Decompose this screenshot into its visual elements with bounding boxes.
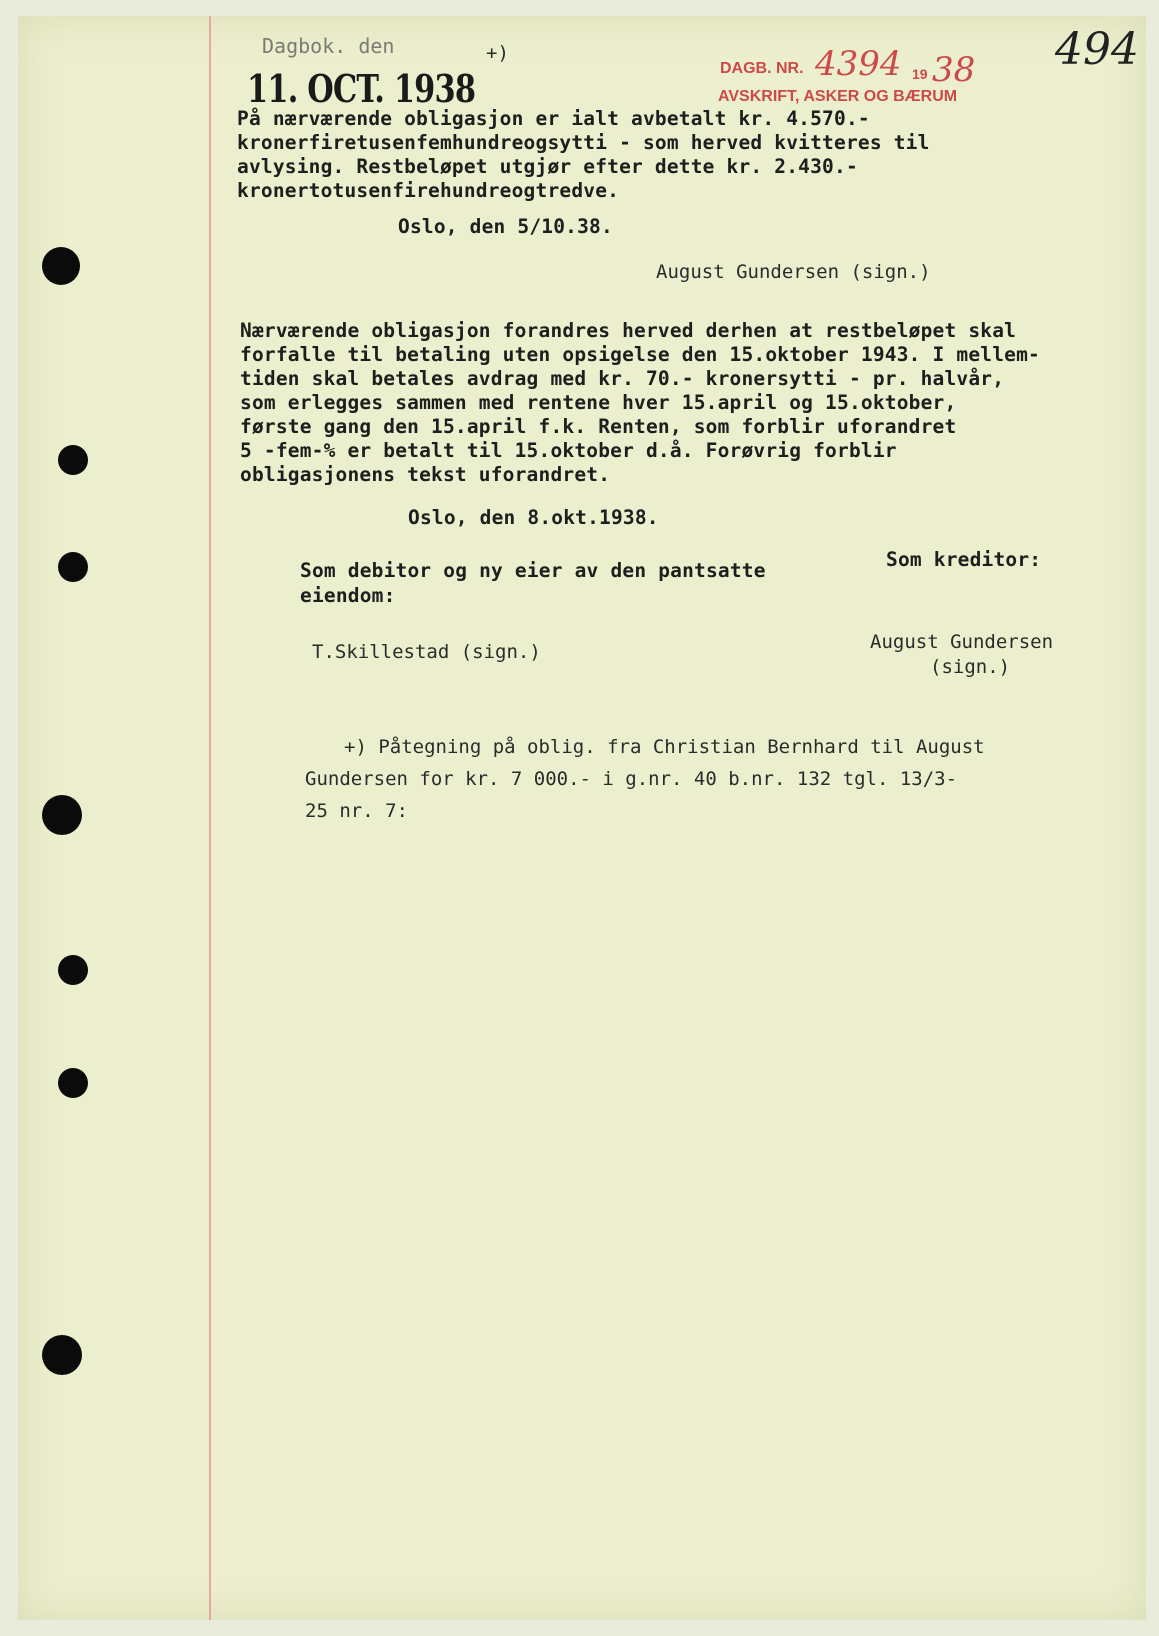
debitor-signature: T.Skillestad (sign.) (312, 641, 541, 663)
debitor-label: eiendom: (300, 584, 396, 607)
footnote-line: Gundersen for kr. 7 000.- i g.nr. 40 b.nr. 132 tgl. 13/3- (305, 768, 958, 790)
avskrift-stamp: AVSKRIFT, ASKER OG BÆRUM (718, 88, 958, 105)
place-date-1: Oslo, den 5/10.38. (398, 215, 613, 238)
paragraph-1-line: kronerfiretusenfemhundreogsytti - som herved kvitteres til (237, 131, 930, 154)
paragraph-2-line: tiden skal betales avdrag med kr. 70.- kronersytti - pr. halvår, (240, 367, 1005, 390)
paragraph-2-line: første gang den 15.april f.k. Renten, som forblir uforandret (240, 415, 957, 438)
footnote-line: 25 nr. 7: (305, 800, 408, 822)
plus-mark: +) (486, 42, 509, 64)
received-date-stamp: 11. OCT. 1938 (247, 66, 476, 111)
debitor-label: Som debitor og ny eier av den pantsatte (300, 559, 766, 582)
paragraph-2-line: forfalle til betaling uten opsigelse den 15.oktober 1943. I mellem- (240, 343, 1040, 366)
footnote-line: +) Påtegning på oblig. fra Christian Bernhard til August (344, 736, 985, 758)
paragraph-2-line: 5 -fem-% er betalt til 15.oktober d.å. Forøvrig forblir (240, 439, 897, 462)
punch-hole (58, 552, 88, 582)
kreditor-signature: August Gundersen (870, 631, 1054, 653)
dagb-number: 4394 (815, 44, 902, 84)
dagbok-label: Dagbok. den (262, 34, 395, 58)
punch-hole (42, 247, 80, 285)
document-page (18, 16, 1146, 1620)
punch-hole (58, 445, 88, 475)
place-date-2: Oslo, den 8.okt.1938. (408, 506, 659, 529)
dagb-year-prefix: 19 (912, 66, 928, 82)
punch-hole (42, 795, 82, 835)
kreditor-label: Som kreditor: (886, 548, 1042, 571)
punch-hole (58, 955, 88, 985)
paragraph-2-line: obligasjonens tekst uforandret. (240, 463, 611, 486)
signature-1: August Gundersen (sign.) (656, 261, 931, 283)
paragraph-1-line: avlysing. Restbeløpet utgjør efter dette kr. 2.430.- (237, 155, 858, 178)
page-number: 494 (1055, 24, 1139, 75)
paragraph-2-line: Nærværende obligasjon forandres herved derhen at restbeløpet skal (240, 319, 1017, 342)
paragraph-1-line: kronertotusenfirehundreogtredve. (237, 179, 620, 202)
dagb-year: 38 (932, 50, 976, 90)
paragraph-1-line: På nærværende obligasjon er ialt avbetalt kr. 4.570.- (237, 107, 870, 130)
dagb-label: DAGB. NR. (720, 60, 804, 77)
kreditor-signature: (sign.) (930, 656, 1011, 678)
paragraph-2-line: som erlegges sammen med rentene hver 15.april og 15.oktober, (240, 391, 957, 414)
punch-hole (58, 1068, 88, 1098)
margin-line (209, 16, 211, 1620)
punch-hole (42, 1335, 82, 1375)
